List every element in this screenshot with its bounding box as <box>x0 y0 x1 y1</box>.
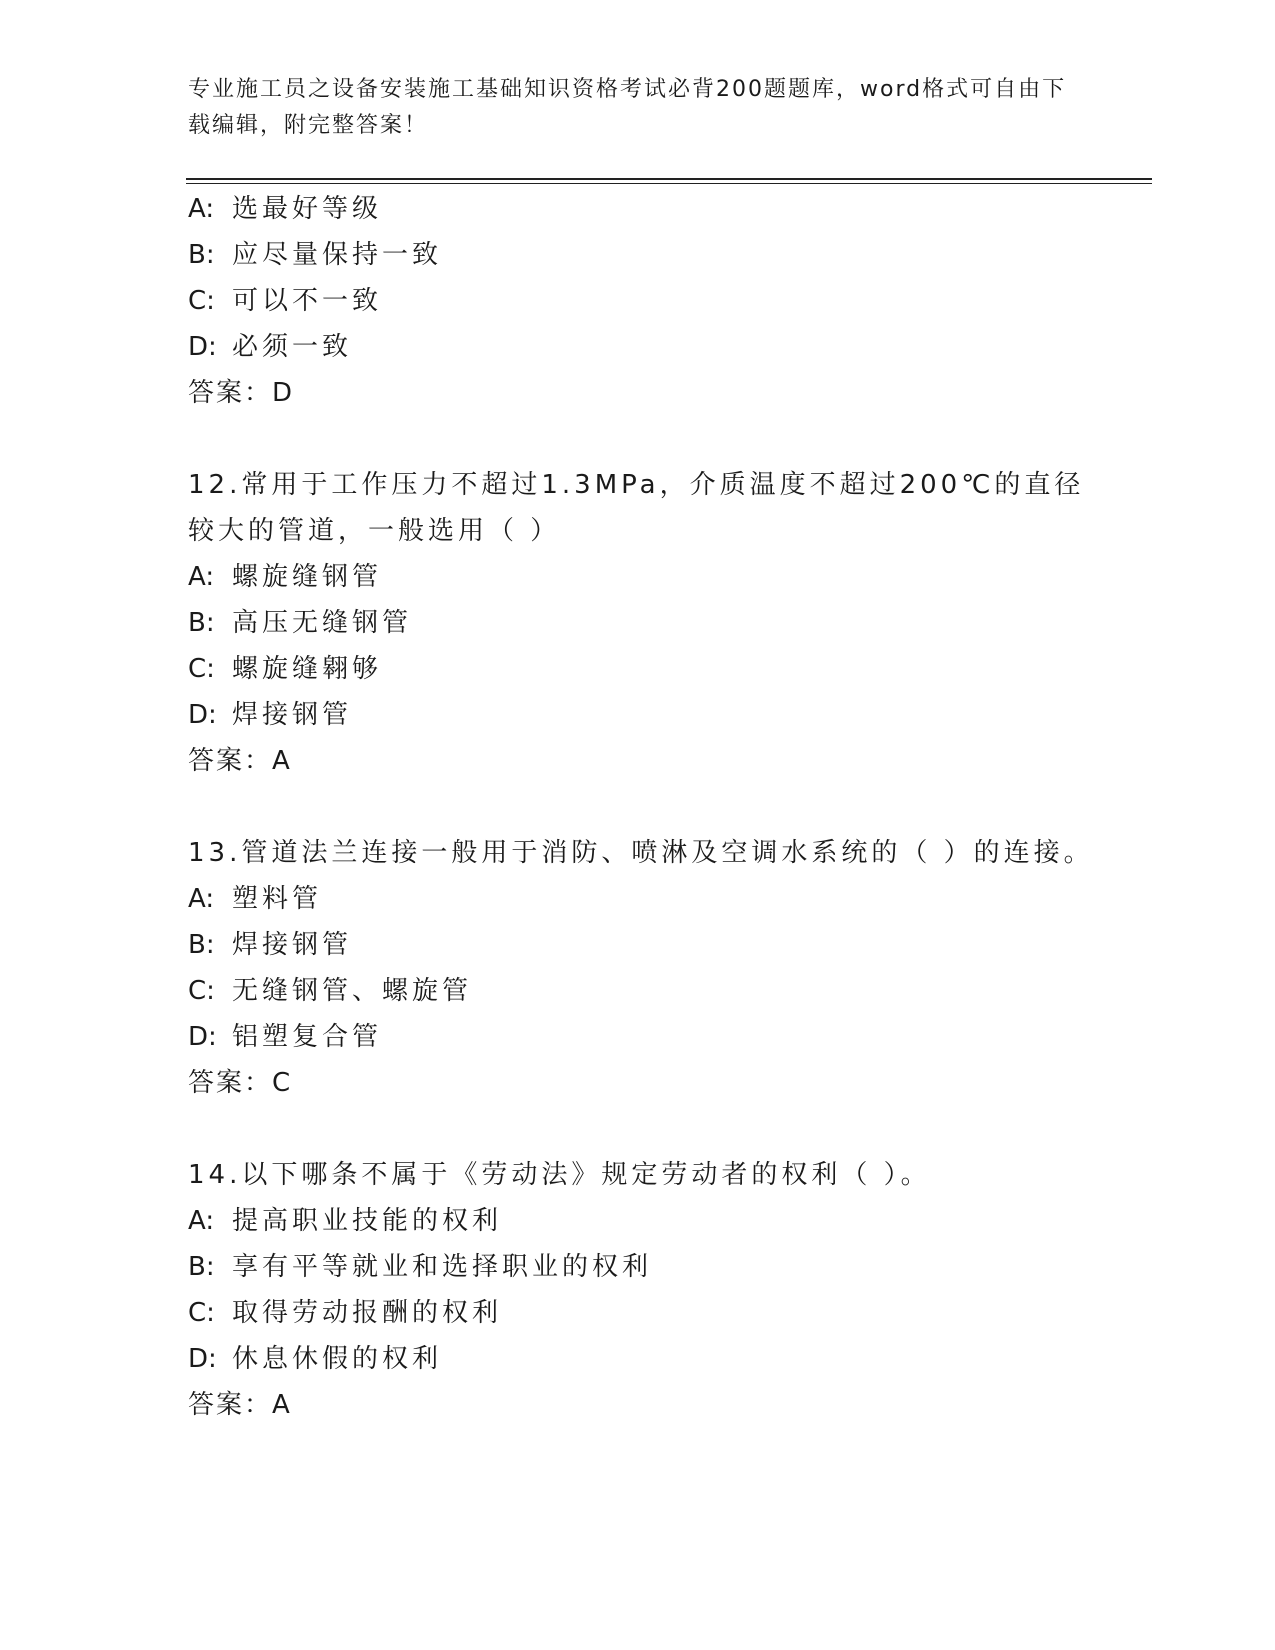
question-14 <box>188 1152 1108 1428</box>
question-12 <box>188 462 1108 784</box>
option-a: A: 选最好等级 <box>188 194 383 224</box>
question-content <box>188 186 1108 1428</box>
answer-line: 答案：C <box>188 1068 293 1098</box>
document-header: 专业施工员之设备安装施工基础知识资格考试必背200题题库，word格式可自由下载编辑，附完整答案！ <box>188 77 1067 138</box>
option-a: A: 提高职业技能的权利 <box>188 1206 503 1236</box>
option-b: B: 焊接钢管 <box>188 930 353 960</box>
question-title: 14.以下哪条不属于《劳动法》规定劳动者的权利（ ）。 <box>188 1160 931 1190</box>
option-d: D: 休息休假的权利 <box>188 1344 443 1374</box>
option-a: A: 螺旋缝钢管 <box>188 562 383 592</box>
option-a: A: 塑料管 <box>188 884 323 914</box>
question-11-continuation <box>188 186 1108 416</box>
option-d: D: 必须一致 <box>188 332 353 362</box>
option-b: B: 享有平等就业和选择职业的权利 <box>188 1252 653 1282</box>
option-c: C: 螺旋缝翱够 <box>188 654 383 684</box>
question-13 <box>188 830 1108 1106</box>
answer-line: 答案：A <box>188 746 292 776</box>
option-d: D: 铝塑复合管 <box>188 1022 383 1052</box>
option-c: C: 无缝钢管、螺旋管 <box>188 976 473 1006</box>
question-title: 13.管道法兰连接一般用于消防、喷淋及空调水系统的（ ）的连接。 <box>188 838 1094 868</box>
option-d: D: 焊接钢管 <box>188 700 353 730</box>
option-c: C: 可以不一致 <box>188 286 383 316</box>
answer-line: 答案：A <box>188 1390 292 1420</box>
option-b: B: 应尽量保持一致 <box>188 240 443 270</box>
option-c: C: 取得劳动报酬的权利 <box>188 1298 503 1328</box>
option-b: B: 高压无缝钢管 <box>188 608 413 638</box>
header-divider <box>186 178 1152 184</box>
answer-line: 答案：D <box>188 378 295 408</box>
question-title: 12.常用于工作压力不超过1.3MPa，介质温度不超过200℃的直径较大的管道，一般选用（ ） <box>188 470 1085 546</box>
